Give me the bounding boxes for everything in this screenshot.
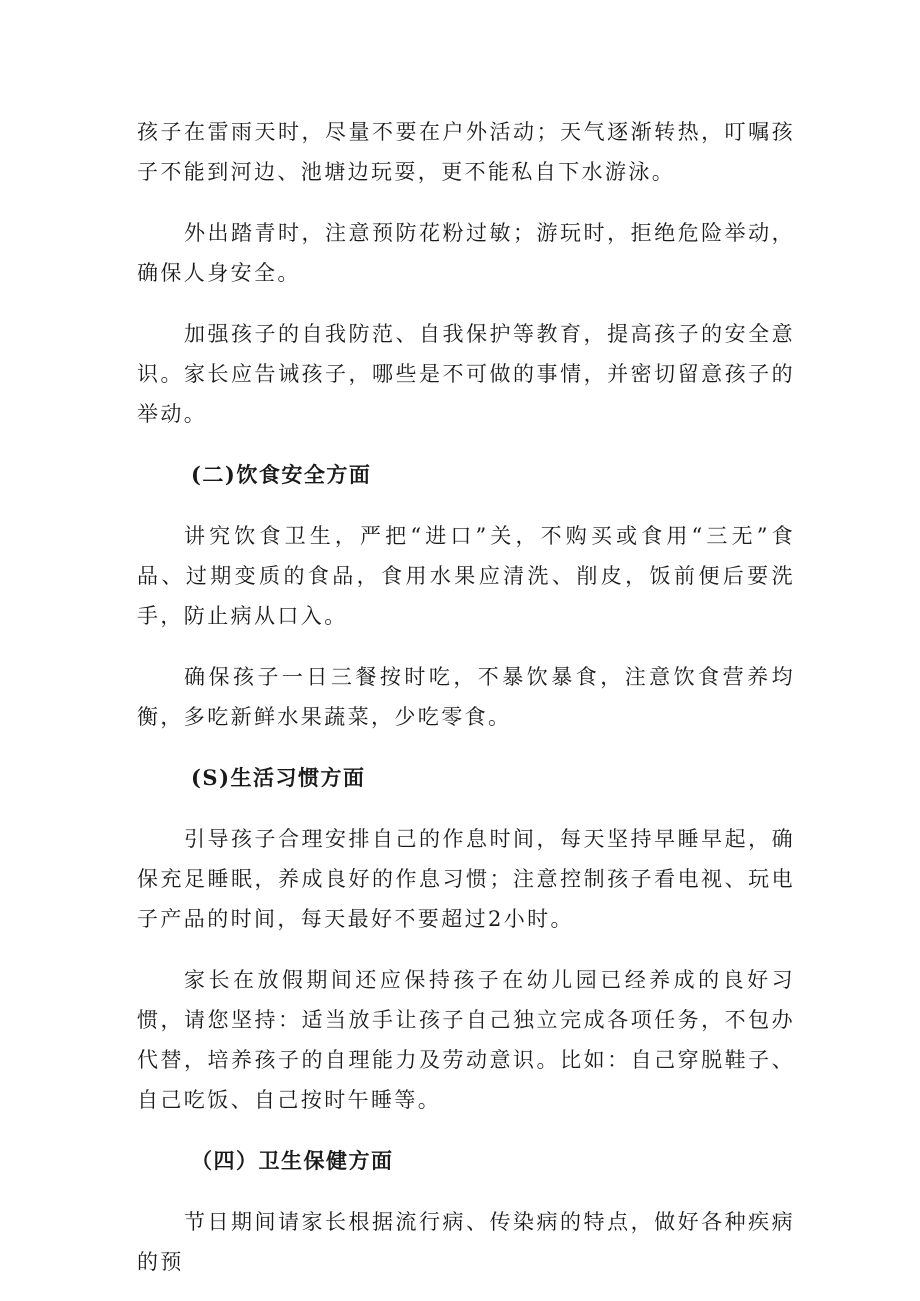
section-heading-living-habits: (S)生活习惯方面 <box>191 765 366 790</box>
paragraph-self-protection: 加强孩子的自我防范、自我保护等教育，提高孩子的安全意识。家长应告诫孩子，哪些是不可做的事情，并密切留意孩子的举动。 <box>137 322 795 426</box>
paragraph-good-habits: 家长在放假期间还应保持孩子在幼儿园已经养成的良好习惯，请您坚持：适当放手让孩子自己独立完成各项任务，不包办代替，培养孩子的自理能力及劳动意识。比如：自己穿脱鞋子、自己吃饭、自己按时午睡等。 <box>137 968 795 1112</box>
document-body <box>137 112 795 1282</box>
paragraph-sleep-schedule: 引导孩子合理安排自己的作息时间，每天坚持早睡早起，确保充足睡眠，养成良好的作息习惯；注意控制孩子看电视、玩电子产品的时间，每天最好不要超过2小时。 <box>137 827 795 931</box>
section-heading-food-safety: (二)饮食安全方面 <box>191 462 372 487</box>
paragraph-thunderstorm-safety: 孩子在雷雨天时，尽量不要在户外活动；天气逐渐转热，叮嘱孩子不能到河边、池塘边玩耍，更不能私自下水游泳。 <box>137 120 795 184</box>
paragraph-food-hygiene: 讲究饮食卫生，严把“进口”关，不购买或食用“三无”食品、过期变质的食品，食用水果应清洗、削皮，饭前便后要洗手，防止病从口入。 <box>137 524 795 628</box>
paragraph-regular-meals: 确保孩子一日三餐按时吃，不暴饮暴食，注意饮食营养均衡，多吃新鲜水果蔬菜，少吃零食。 <box>137 665 795 729</box>
paragraph-outing-safety: 外出踏青时，注意预防花粉过敏；游玩时，拒绝危险举动，确保人身安全。 <box>137 221 795 285</box>
section-heading-health-care: （四）卫生保健方面 <box>191 1148 394 1173</box>
paragraph-disease-prevention: 节日期间请家长根据流行病、传染病的特点，做好各种疾病的预 <box>137 1210 795 1274</box>
